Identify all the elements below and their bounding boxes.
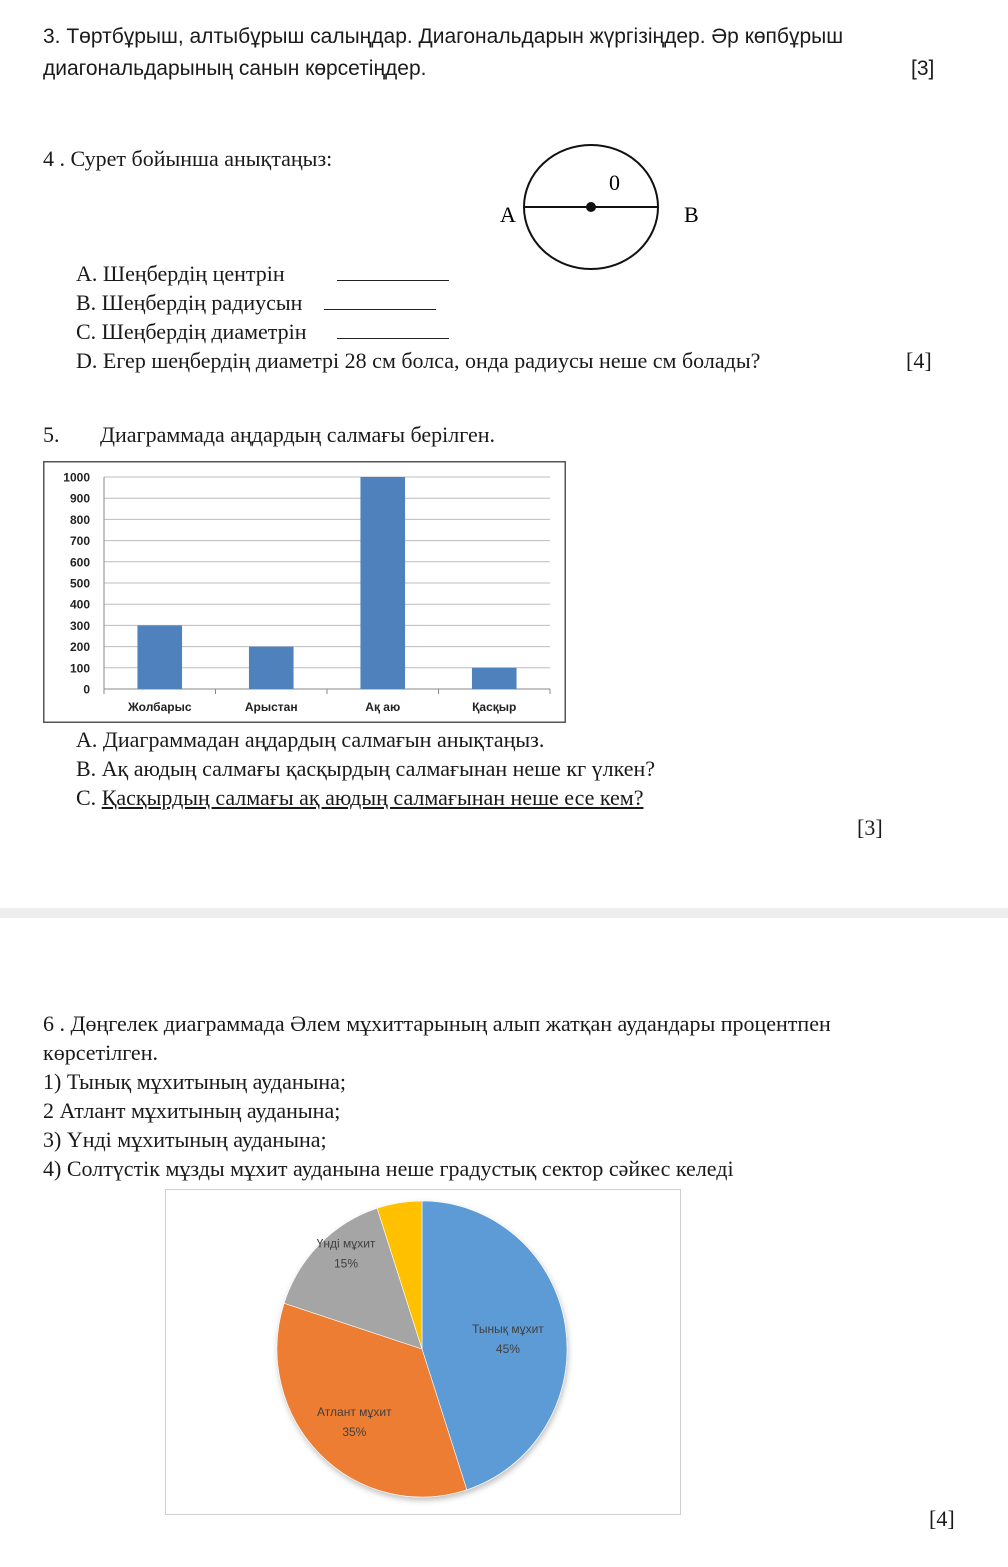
pie-label-percent: 45% (495, 1342, 520, 1357)
pie-label-percent: 35% (342, 1425, 367, 1440)
q4-item-b (76, 288, 436, 317)
q5-number: 5. (43, 422, 60, 447)
page-separator (0, 908, 1008, 918)
bar-y-tick-label: 500 (69, 576, 90, 591)
q5-item-b: B. Ақ аюдың салмағы қасқырдың салмағынан неше кг үлкен? (76, 756, 656, 781)
circle-figure (490, 140, 720, 280)
pie-label-name: Тынық мұхит (472, 1322, 544, 1337)
q5-item-c-text: Қасқырдың салмағы ақ аюдың салмағынан неше есе кем? (101, 785, 644, 810)
q5-item-a: A. Диаграммадан аңдардың салмағын анықтаңыз. (76, 727, 545, 752)
q5-item-c (76, 783, 643, 812)
bar-y-tick-label: 700 (69, 534, 90, 549)
q5-title: Диаграммада аңдардың салмағы берілген. (100, 422, 496, 447)
bar-3 (360, 477, 405, 689)
q4-item-d: D. Егер шеңбердің диаметрі 28 см болса, онда радиусы неше см болады? (76, 348, 761, 373)
circle-point-b: B (684, 202, 699, 227)
bar-y-tick-label: 400 (69, 597, 90, 612)
q6-item-1: 1) Тынық мұхитының ауданына; (43, 1069, 347, 1094)
pie-label-name: Атлант мұхит (317, 1405, 392, 1420)
q4-score: [4] (906, 348, 932, 373)
bar-y-tick-label: 800 (69, 512, 90, 527)
bar-2 (249, 647, 294, 689)
ocean-area-pie-chart (165, 1189, 681, 1515)
bar-4 (472, 668, 517, 689)
q6-item-2: 2 Атлант мұхитының ауданына; (43, 1098, 341, 1123)
q4-answer-blank-c[interactable] (337, 320, 449, 339)
bar-y-tick-label: 1000 (63, 470, 90, 485)
q4-item-b-text: B. Шеңбердің радиусын (76, 290, 303, 315)
q4-title: 4 . Сурет бойынша анықтаңыз: (43, 146, 333, 171)
q4-item-a (76, 259, 449, 288)
q3-line1: 3. Төртбұрыш, алтыбұрыш салыңдар. Диагональдарын жүргізіңдер. Әр көпбұрыш (43, 25, 844, 48)
bar-1 (137, 625, 182, 689)
q4-answer-blank-b[interactable] (324, 291, 436, 310)
q4-answer-blank-a[interactable] (337, 262, 449, 281)
circle-center-dot (586, 202, 596, 212)
q3-score: [3] (911, 57, 935, 80)
q4-item-a-text: A. Шеңбердің центрін (76, 261, 285, 286)
q6-item-3: 3) Үнді мұхитының ауданына; (43, 1127, 327, 1152)
q4-item-c-text: C. Шеңбердің диаметрін (76, 319, 307, 344)
bar-category-label: Ақ аю (365, 700, 401, 714)
bar-y-tick-label: 100 (69, 661, 90, 676)
q5-item-c-prefix: C. (76, 785, 97, 810)
q6-title-line1: 6 . Дөңгелек диаграммада Әлем мұхиттарының алып жатқан аудандары процентпен (43, 1011, 831, 1036)
q5-score: [3] (857, 815, 883, 840)
circle-center-label: 0 (609, 170, 620, 195)
bar-category-label: Арыстан (244, 700, 298, 714)
bar-category-label: Жолбарыс (127, 700, 192, 714)
bar-category-label: Қасқыр (472, 700, 517, 714)
bar-y-tick-label: 300 (69, 618, 90, 633)
bar-y-tick-label: 600 (69, 555, 90, 570)
q6-title-line2: көрсетілген. (43, 1040, 158, 1065)
pie-label-percent: 15% (334, 1256, 359, 1271)
animal-weight-bar-chart (43, 461, 567, 724)
circle-point-a: A (500, 202, 516, 227)
bar-y-tick-label: 0 (83, 682, 90, 697)
bar-y-tick-label: 900 (69, 491, 90, 506)
pie-label-name: Үнді мұхит (316, 1236, 376, 1251)
q4-item-c (76, 317, 449, 346)
q6-score: [4] (929, 1506, 955, 1531)
bar-y-tick-label: 200 (69, 640, 90, 655)
q6-item-4: 4) Солтүстік мұзды мұхит ауданына неше градустық сектор сәйкес келеді (43, 1156, 734, 1181)
q3-line2: диагональдарының санын көрсетіңдер. (43, 57, 427, 80)
